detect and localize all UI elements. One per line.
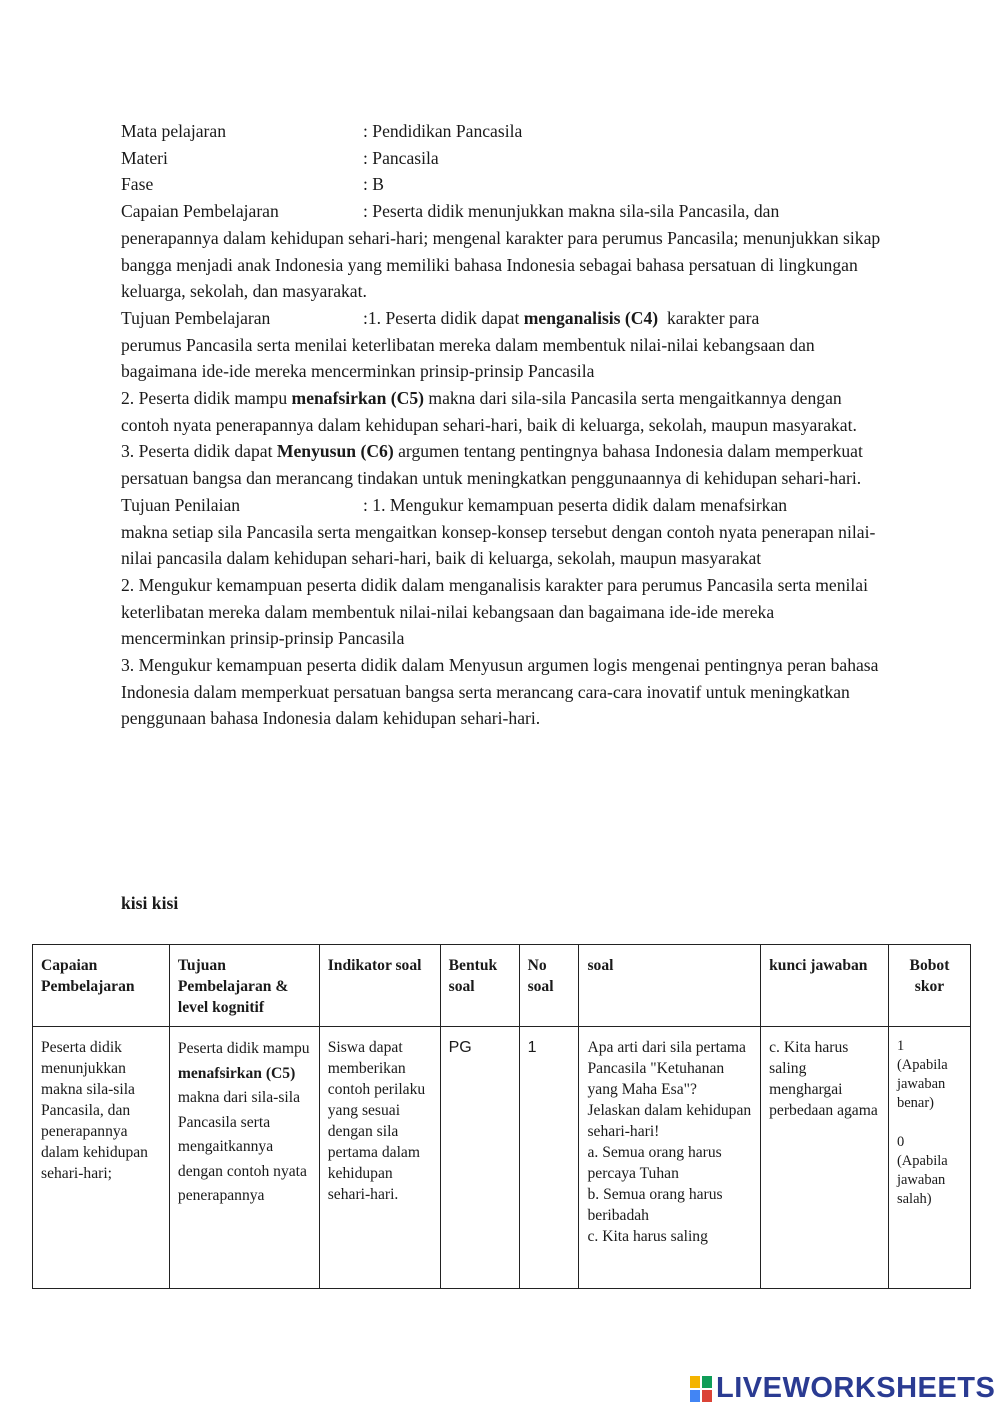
tp-cell: [169, 1027, 319, 1289]
subject-row: [121, 118, 881, 145]
tpn2: 2. Mengukur kemampuan peserta didik dalam menganalisis karakter para perumus Pancasila serta menilai keterlibatan mereka dalam membentuk nilai-nilai kebangsaan dan bagaimana ide-ide mereka mencerminkan prinsip-prinsip Pancasila: [121, 574, 868, 649]
cp-cell: Peserta didik menunjukkan makna sila-sila Pancasila, dan penerapannya dalam kehidupan sehari-hari;: [33, 1027, 170, 1289]
tp2-keyword: menafsirkan (C5): [291, 388, 424, 409]
header-cell: Tujuan Pembelajaran & level kognitif: [169, 945, 319, 1027]
header-cell: kunci jawaban: [761, 945, 889, 1027]
material-row: [121, 145, 881, 172]
document-header: [121, 118, 881, 732]
table-header-row: [33, 945, 971, 1027]
cp-row: [121, 198, 881, 225]
kisi-title: kisi kisi: [121, 893, 179, 913]
cp-value-continued: penerapannya dalam kehidupan sehari-hari; mengenal karakter para perumus Pancasila; menunjukkan sikap bangga menjadi anak Indonesia yang memiliki bahasa Indonesia sebagai bahasa persatuan di lingkungan keluarga, sekolah, dan masyarakat.: [121, 227, 881, 302]
material-label: Materi: [121, 147, 168, 168]
tp2: [121, 385, 881, 438]
logo-square: [690, 1376, 700, 1388]
logo-mark-icon: [690, 1376, 712, 1402]
skor-cell: [888, 1027, 970, 1289]
subject-label: Mata pelajaran: [121, 121, 227, 141]
tp3: [121, 438, 881, 491]
skor-0: 0: [896, 1134, 905, 1150]
no-cell: 1: [519, 1027, 579, 1289]
soal-option-b: b. Semua orang harus beribadah: [587, 1186, 723, 1224]
tp-cell-keyword: menafsirkan (C5): [177, 1064, 296, 1082]
header-cell: soal: [579, 945, 761, 1027]
header-cell: Bobot skor: [888, 945, 970, 1027]
header-cell: Capaian Pembelajaran: [33, 945, 170, 1027]
tp2-text-a: 2. Peserta didik mampu: [121, 388, 292, 409]
phase-value: : B: [363, 174, 385, 195]
tp-row: [121, 305, 881, 332]
tp1-keyword: menganalisis (C4): [523, 307, 659, 328]
logo-square: [702, 1390, 712, 1402]
liveworksheets-logo: [690, 1372, 995, 1405]
skor-1-note: (Apabila jawaban benar): [896, 1057, 948, 1111]
soal-option-c: c. Kita harus saling: [587, 1228, 708, 1245]
tp1-continued: perumus Pancasila serta menilai keterlibatan mereka dalam membentuk nilai-nilai kebangsaan dan bagaimana ide-ide mereka mencerminkan prinsip-prinsip Pancasila: [121, 334, 815, 382]
material-value: : Pancasila: [363, 147, 439, 168]
tp-label: Tujuan Pembelajaran: [121, 307, 271, 328]
tp2-text-b: makna dari sila-sila Pancasila serta mengaitkannya dengan contoh nyata penerapannya dalam kehidupan sehari-hari, baik di keluarga, sekolah, maupun masyarakat.: [121, 388, 857, 435]
tpn1-first-line: : 1. Mengukur kemampuan peserta didik dalam menafsirkan: [363, 494, 788, 515]
tp-cell-text-b: makna dari sila-sila Pancasila serta mengaitkannya dengan contoh nyata penerapannya: [177, 1089, 307, 1204]
header-cell: Indikator soal: [319, 945, 440, 1027]
tp1-text-b: karakter para: [658, 307, 760, 328]
tp3-text-a: 3. Peserta didik dapat: [121, 441, 277, 462]
tp1-first-line: [363, 305, 759, 332]
soal-question: Apa arti dari sila pertama Pancasila "Ketuhanan yang Maha Esa"? Jelaskan dalam kehidupan sehari-hari!: [587, 1039, 752, 1140]
header-cell: Bentuk soal: [440, 945, 519, 1027]
logo-square: [702, 1376, 712, 1388]
logo-text: LIVEWORKSHEETS: [716, 1372, 996, 1404]
tp-cell-text-a: Peserta didik mampu: [177, 1040, 310, 1057]
tp3-keyword: Menyusun (C6): [276, 441, 394, 462]
indikator-cell: Siswa dapat memberikan contoh perilaku yang sesuai dengan sila pertama dalam kehidupan sehari-hari.: [319, 1027, 440, 1289]
logo-square: [690, 1390, 700, 1402]
skor-1: 1: [896, 1038, 905, 1054]
tpn-row: [121, 492, 881, 519]
tp1-text-a: :1. Peserta didik dapat: [363, 307, 524, 328]
skor-0-note: (Apabila jawaban salah): [896, 1153, 948, 1207]
kunci-cell: c. Kita harus saling menghargai perbedaan agama: [761, 1027, 889, 1289]
tpn1-continued: makna setiap sila Pancasila serta mengaitkan konsep-konsep tersebut dengan contoh nyata penerapan nilai-nilai pancasila dalam kehidupan sehari-hari, baik di keluarga, sekolah, maupun masyarakat: [121, 521, 876, 569]
kisi-table: [32, 944, 971, 1289]
soal-option-a: a. Semua orang harus percaya Tuhan: [587, 1144, 722, 1182]
soal-cell: [579, 1027, 761, 1289]
tpn3: 3. Mengukur kemampuan peserta didik dalam Menyusun argumen logis mengenai pentingnya peran bahasa Indonesia dalam memperkuat persatuan bangsa serta merancang cara-cara inovatif untuk meningkatkan penggunaan bahasa Indonesia dalam kehidupan sehari-hari.: [121, 655, 879, 729]
bentuk-cell: PG: [440, 1027, 519, 1289]
table-row: [33, 1027, 971, 1289]
phase-label: Fase: [121, 174, 154, 195]
tpn-label: Tujuan Penilaian: [121, 494, 241, 515]
header-cell: No soal: [519, 945, 579, 1027]
tp3-text-b: argumen tentang pentingnya bahasa Indonesia dalam memperkuat persatuan bangsa dan merancang tindakan untuk meningkatkan penggunaannya di kehidupan sehari-hari.: [121, 441, 863, 489]
subject-value: : Pendidikan Pancasila: [363, 121, 523, 141]
cp-value: : Peserta didik menunjukkan makna sila-sila Pancasila, dan: [363, 201, 780, 222]
phase-row: [121, 171, 881, 198]
cp-label: Capaian Pembelajaran: [121, 201, 279, 222]
